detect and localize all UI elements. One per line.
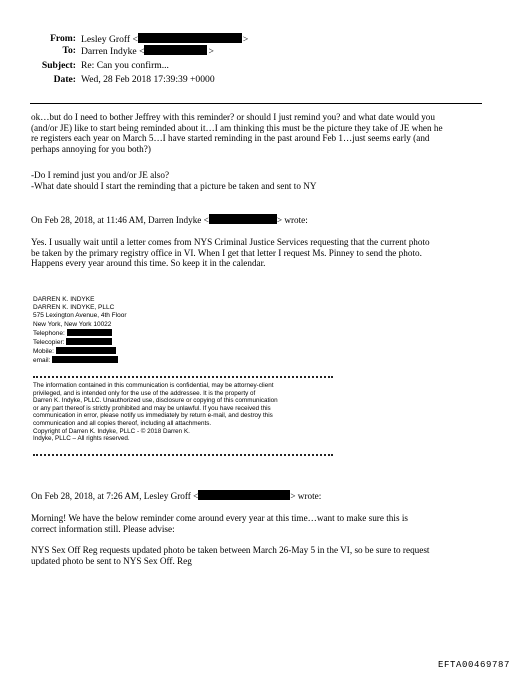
body-paragraph: [31, 112, 491, 154]
signature-firm: DARREN K. INDYKE, PLLC: [33, 304, 115, 312]
reminder-line: NYS Sex Off Reg requests updated photo be taken between March 26-May 5 in the VI, so be sure to request: [31, 545, 430, 555]
questions-paragraph: [31, 170, 491, 191]
signature-email: [33, 356, 126, 365]
telephone-label: Telephone:: [33, 329, 65, 337]
document-id: EFTA00469787: [438, 660, 511, 670]
disclaimer-line: Copyright of Darren K. Indyke, PLLC - © 2018 Darren K.: [33, 427, 190, 435]
quote1-lead: On Feb 28, 2018, at 11:46 AM, Darren Indyke <: [31, 215, 209, 225]
quote2-tail: > wrote:: [290, 491, 322, 501]
header-divider: [30, 103, 482, 104]
signature-mobile: [33, 347, 126, 356]
star-divider: [33, 376, 333, 378]
reminder-text: [31, 545, 491, 566]
signature-telephone: [33, 329, 126, 338]
disclaimer-line: communication and all copies thereof, including all attachments.: [33, 419, 212, 427]
disclaimer-line: communication in error, please notify us immediately by return e-mail, and destroy this: [33, 412, 273, 420]
close-bracket: >: [208, 46, 214, 57]
disclaimer-line: The information contained in this communication is confidential, may be attorney-client: [33, 382, 274, 389]
reminder-line: updated photo be sent to NYS Sex Off. Reg: [31, 555, 192, 566]
body-line: (and/or JE) like to start being reminded about it…I am thinking this must be the picture they take of JE when he: [31, 122, 443, 133]
quote1-tail: > wrote:: [276, 215, 308, 225]
disclaimer-line: Indyke, PLLC – All rights reserved.: [33, 435, 130, 443]
star-divider: [33, 454, 333, 456]
redaction-box: [56, 347, 116, 354]
quote1-line: be taken by the primary registry office in VI. When I get that letter I request Ms. Pinney to send the photo.: [31, 247, 422, 258]
mobile-label: Mobile:: [33, 348, 54, 356]
to-value: [81, 45, 214, 58]
body-line: perhaps annoying for you both?): [31, 143, 151, 154]
redaction-box: [66, 338, 112, 345]
redaction-box: [138, 33, 242, 43]
subject-label: Subject:: [41, 60, 76, 71]
close-bracket: >: [242, 34, 249, 45]
quote1-attribution: [31, 214, 491, 226]
quote2-attribution: [31, 490, 491, 502]
quote2-lead: On Feb 28, 2018, at 7:26 AM, Lesley Groff <: [31, 491, 199, 501]
redaction-box: [52, 356, 118, 363]
question-line: -What date should I start the reminding that a picture be taken and sent to NY: [31, 180, 317, 191]
quote2-line: Morning! We have the below reminder come around every year at this time…want to make sure this is: [31, 513, 408, 523]
redaction-box: [198, 490, 290, 500]
subject-value: Re: Can you confirm...: [81, 60, 169, 71]
from-text: Lesley Groff <: [81, 34, 138, 45]
from-label: From:: [50, 33, 76, 44]
quote1-line: Happens every year around this time. So keep it in the calendar.: [31, 258, 266, 269]
disclaimer-line: privileged, and is intended only for the use of the addressee. It is the property of: [33, 389, 256, 397]
confidentiality-disclaimer: [33, 382, 278, 443]
to-label: To:: [62, 45, 76, 56]
signature-address-line: 575 Lexington Avenue, 4th Floor: [33, 312, 127, 320]
redaction-box: [209, 214, 277, 224]
date-label: Date:: [53, 74, 76, 85]
signature-block: [33, 296, 126, 366]
telecopier-label: Telecopier:: [33, 339, 65, 347]
disclaimer-line: or any part thereof is strictly prohibited and may be unlawful. If you have received this: [33, 404, 271, 412]
email-label: email:: [33, 357, 51, 365]
redaction-box: [144, 45, 207, 55]
body-line: ok…but do I need to bother Jeffrey with this reminder? or should I just remind you? and what date would you: [31, 112, 435, 122]
redaction-box: [67, 329, 112, 336]
quote2-line: correct information still. Please advise:: [31, 523, 175, 534]
to-text: Darren Indyke <: [81, 46, 145, 57]
body-line: re registers each year on March 5…I have started reminding in the past around Feb 1…just seems early (and: [31, 133, 430, 144]
signature-telecopier: [33, 338, 126, 347]
quote2-header: [31, 490, 491, 502]
signature-address-line: New York, New York 10022: [33, 320, 112, 328]
quote1-header: [31, 214, 491, 226]
quote2-body: [31, 513, 491, 534]
question-line: -Do I remind just you and/or JE also?: [31, 170, 170, 180]
disclaimer-line: Darren K. Indyke, PLLC. Unauthorized use, disclosure or copying of this communication: [33, 397, 278, 405]
date-value: Wed, 28 Feb 2018 17:39:39 +0000: [81, 74, 215, 85]
signature-name: DARREN K. INDYKE: [33, 296, 95, 303]
quote1-body: [31, 237, 491, 269]
quote1-line: Yes. I usually wait until a letter comes from NYS Criminal Justice Services requesting that the current photo: [31, 237, 430, 247]
